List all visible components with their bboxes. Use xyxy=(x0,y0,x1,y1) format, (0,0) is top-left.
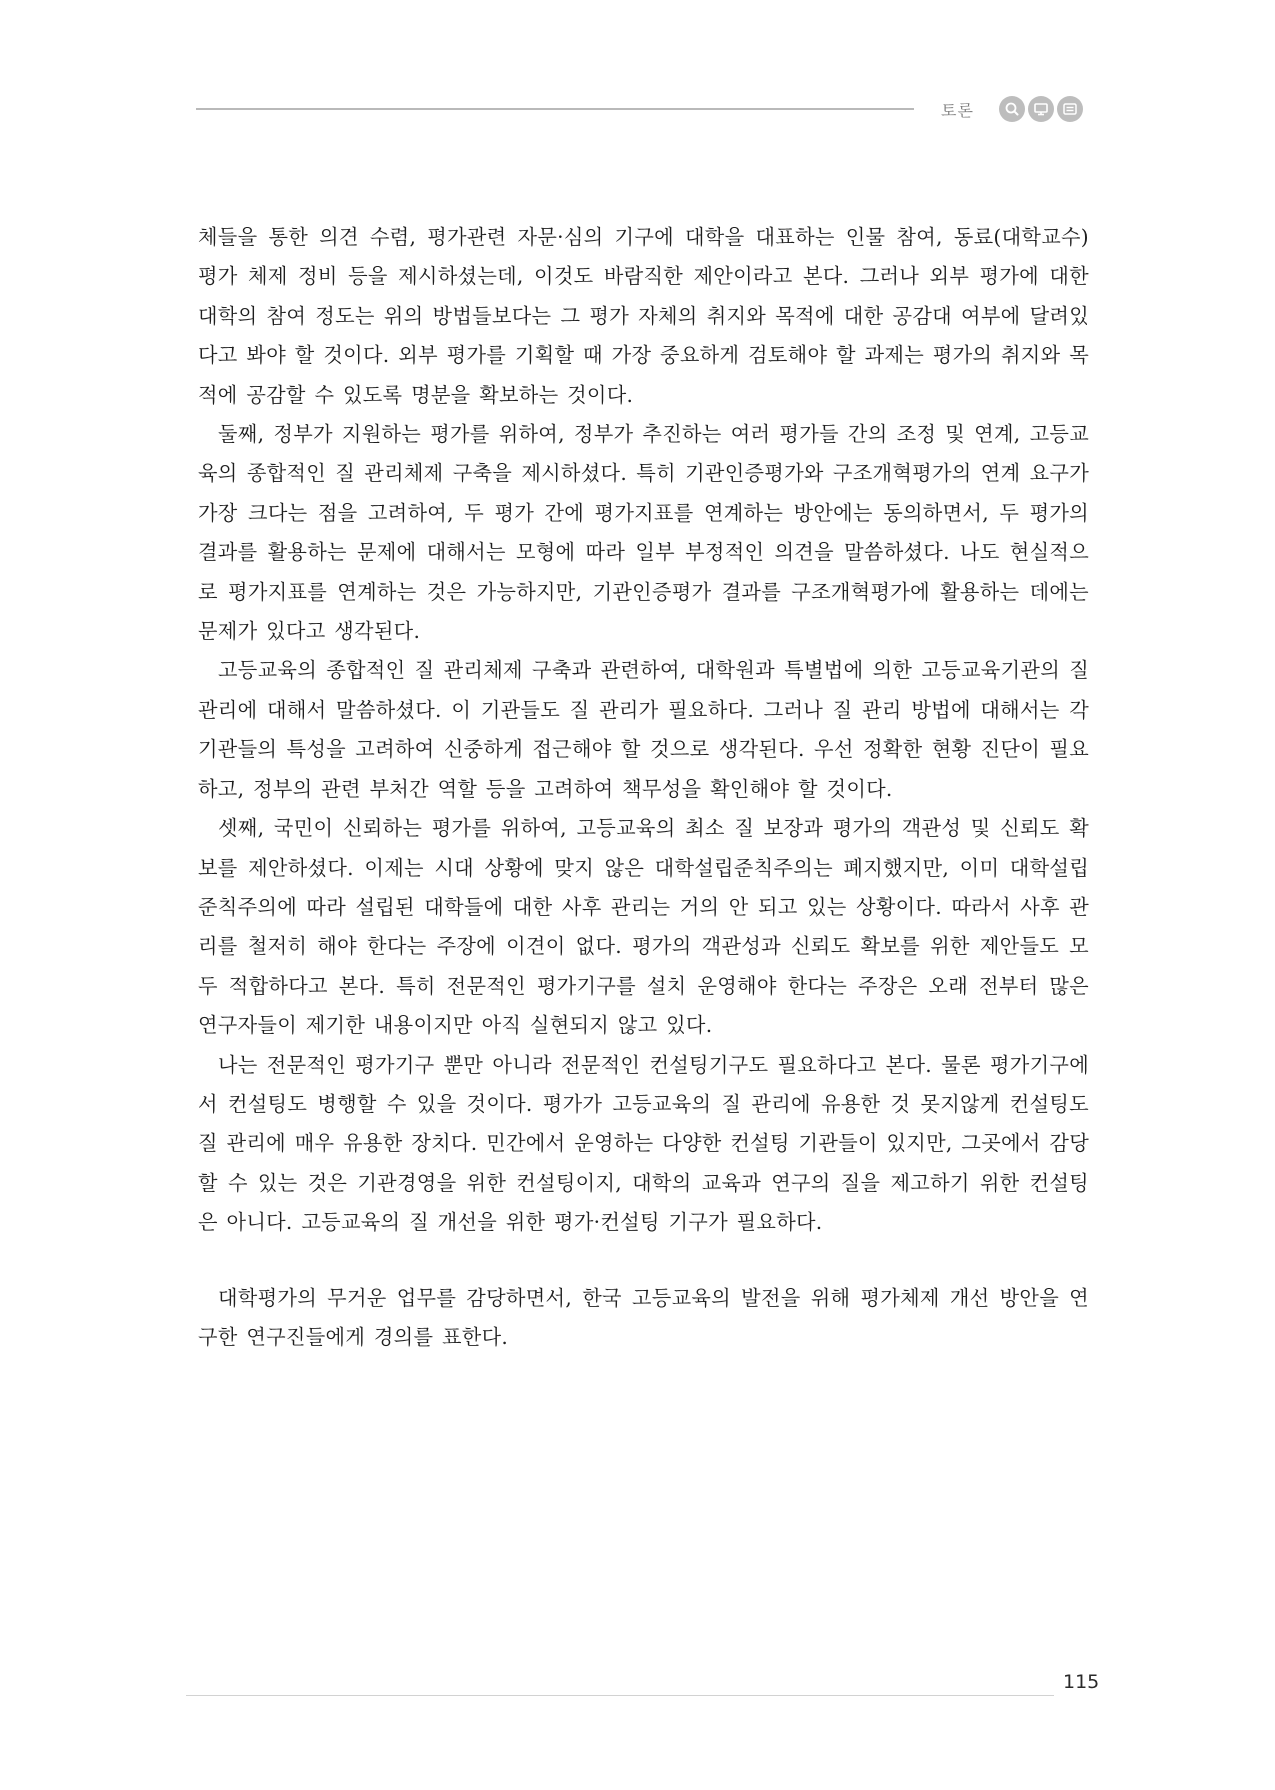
section-label: 토론 xyxy=(941,101,974,120)
page-number: 115 xyxy=(1063,1671,1100,1693)
list-icon xyxy=(1057,96,1083,122)
paragraph: 나는 전문적인 평가기구 뿐만 아니라 전문적인 컨설팅기구도 필요하다고 본다. 물론 평가기구에서 컨설팅도 병행할 수 있을 것이다. 평가가 고등교육의 질 관리에 유용한 것 못지않게 컨설팅도 질 관리에 매우 유용한 장치다. 민간에서 운영하는 다양한 컨설팅 기관들이 있지만, 그곳에서 감당할 수 있는 것은 기관경영을 위한 컨설팅이지, 대학의 교육과 연구의 질을 제고하기 위한 컨설팅은 아니다. 고등교육의 질 개선을 위한 평가·컨설팅 기구가 필요하다. xyxy=(198,1052,1089,1235)
body-text xyxy=(198,218,1089,1357)
header-rule xyxy=(196,108,914,110)
paragraph: 체들을 통한 의견 수렴, 평가관련 자문·심의 기구에 대학을 대표하는 인물 참여, 동료(대학교수) 평가 체제 정비 등을 제시하셨는데, 이것도 바람직한 제안이라고 본다. 그러나 외부 평가에 대한 대학의 참여 정도는 위의 방법들보다는 그 평가 자체의 취지와 목적에 대한 공감대 여부에 달려있다고 봐야 할 것이다. 외부 평가를 기획할 때 가장 중요하게 검토해야 할 과제는 평가의 취지와 목적에 공감할 수 있도록 명분을 확보하는 것이다. xyxy=(198,225,1089,407)
footer-rule xyxy=(186,1695,1054,1696)
header-icon-group xyxy=(999,96,1083,122)
search-icon xyxy=(999,96,1025,122)
monitor-icon xyxy=(1028,96,1054,122)
closing-paragraph: 대학평가의 무거운 업무를 감당하면서, 한국 고등교육의 발전을 위해 평가체제 개선 방안을 연구한 연구진들에게 경의를 표한다. xyxy=(198,1285,1089,1349)
paragraph: 셋째, 국민이 신뢰하는 평가를 위하여, 고등교육의 최소 질 보장과 평가의 객관성 및 신뢰도 확보를 제안하셨다. 이제는 시대 상황에 맞지 않은 대학설립준칙주의는 폐지했지만, 이미 대학설립준칙주의에 따라 설립된 대학들에 대한 사후 관리는 거의 안 되고 있는 상황이다. 따라서 사후 관리를 철저히 해야 한다는 주장에 이견이 없다. 평가의 객관성과 신뢰도 확보를 위한 제안들도 모두 적합하다고 본다. 특히 전문적인 평가기구를 설치 운영해야 한다는 주장은 오래 전부터 많은 연구자들이 제기한 내용이지만 아직 실현되지 않고 있다. xyxy=(198,816,1089,1038)
paragraph: 고등교육의 종합적인 질 관리체제 구축과 관련하여, 대학원과 특별법에 의한 고등교육기관의 질 관리에 대해서 말씀하셨다. 이 기관들도 질 관리가 필요하다. 그러나 질 관리 방법에 대해서는 각 기관들의 특성을 고려하여 신중하게 접근해야 할 것으로 생각된다. 우선 정확한 현황 진단이 필요하고, 정부의 관련 부처간 역할 등을 고려하여 책무성을 확인해야 할 것이다. xyxy=(198,658,1089,801)
paragraph: 둘째, 정부가 지원하는 평가를 위하여, 정부가 추진하는 여러 평가들 간의 조정 및 연계, 고등교육의 종합적인 질 관리체제 구축을 제시하셨다. 특히 기관인증평가와 구조개혁평가의 연계 요구가 가장 크다는 점을 고려하여, 두 평가 간에 평가지표를 연계하는 방안에는 동의하면서, 두 평가의 결과를 활용하는 문제에 대해서는 모형에 따라 일부 부정적인 의견을 말씀하셨다. 나도 현실적으로 평가지표를 연계하는 것은 가능하지만, 기관인증평가 결과를 구조개혁평가에 활용하는 데에는 문제가 있다고 생각된다. xyxy=(198,422,1089,644)
